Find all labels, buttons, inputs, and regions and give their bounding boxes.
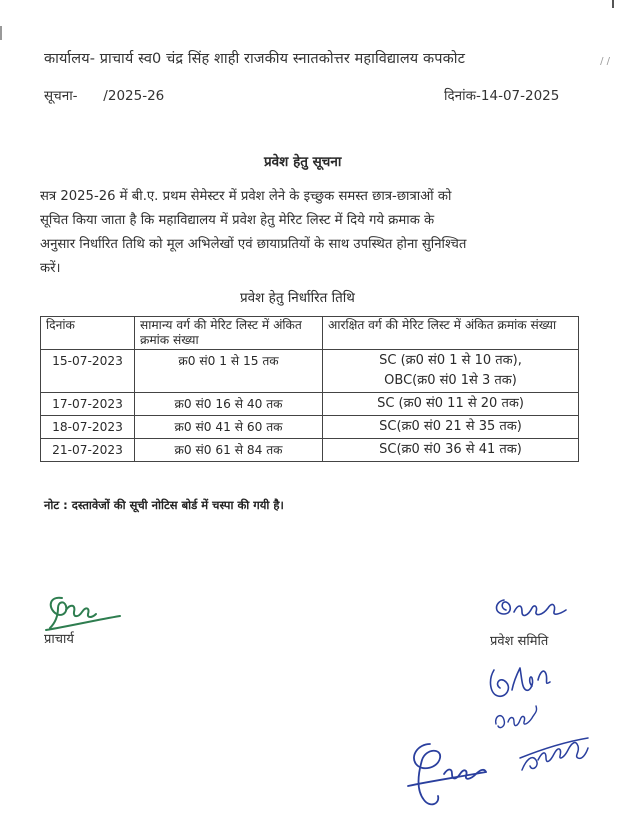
- row-reserved-range: [323, 439, 579, 462]
- table-row: [41, 439, 579, 462]
- row-reserved-range: [323, 393, 579, 416]
- notice-body-line: सूचित किया जाता है कि महाविद्यालय में प्रवेश हेतु मेरिट लिस्ट में दिये गये क्रमाक के: [40, 213, 435, 228]
- principal-label: प्राचार्य: [44, 632, 74, 647]
- scan-corner-tick: / /: [600, 56, 610, 67]
- notice-body-line: सत्र 2025-26 में बी.ए. प्रथम सेमेस्टर में प्रवेश लेने के इच्छुक समस्त छात्र-छात्राओं को: [40, 189, 452, 204]
- table-row: [41, 416, 579, 439]
- committee-signature-2: [478, 660, 563, 705]
- row-general-range: क्र0 सं0 1 से 15 तक: [135, 350, 323, 393]
- scan-corner-mark: [612, 0, 614, 8]
- row-general-range: क्र0 सं0 61 से 84 तक: [135, 439, 323, 462]
- table-row: [41, 350, 579, 393]
- row-date: 21-07-2023: [41, 439, 135, 462]
- reserved-line: SC(क्र0 सं0 36 से 41 तक): [379, 442, 522, 457]
- reserved-line: SC (क्र0 सं0 11 से 20 तक): [377, 396, 524, 411]
- row-general-range: क्र0 सं0 16 से 40 तक: [135, 393, 323, 416]
- reserved-line: SC (क्र0 सं0 1 से 10 तक),: [379, 353, 522, 368]
- schedule-title: प्रवेश हेतु निर्धारित तिथि: [240, 290, 355, 306]
- notice-board-note: नोट : दस्तावेजों की सूची नोटिस बोर्ड में चस्पा की गयी है।: [44, 498, 284, 512]
- reserved-line: OBC(क्र0 सं0 1से 3 तक): [384, 373, 517, 388]
- notice-title: प्रवेश हेतु सूचना: [264, 154, 342, 170]
- scan-edge-mark: [0, 26, 2, 40]
- notice-reference: सूचना- /2025-26: [44, 88, 165, 104]
- notice-body-line: अनुसार निर्धारित तिथि को मूल अभिलेखों एवं छायाप्रतियों के साथ उपस्थित होना सुनिश्चित: [40, 237, 467, 252]
- committee-signature-4: [396, 738, 496, 810]
- reserved-line: SC(क्र0 सं0 21 से 35 तक): [379, 419, 522, 434]
- committee-label: प्रवेश समिति: [490, 634, 549, 649]
- row-reserved-range: [323, 416, 579, 439]
- table-header-row: [41, 317, 579, 350]
- notice-body-line: करें।: [40, 261, 61, 276]
- admission-schedule-table: [40, 316, 579, 462]
- row-date: 17-07-2023: [41, 393, 135, 416]
- notice-date: दिनांक-14-07-2025: [444, 88, 560, 104]
- header-general-category: सामान्य वर्ग की मेरिट लिस्ट में अंकित क्रमांक संख्या: [135, 317, 323, 350]
- row-reserved-range: [323, 350, 579, 393]
- row-date: 18-07-2023: [41, 416, 135, 439]
- row-general-range: क्र0 सं0 41 से 60 तक: [135, 416, 323, 439]
- committee-signature-5: [516, 730, 592, 782]
- office-heading: कार्यालय- प्राचार्य स्व0 चंद्र सिंह शाही राजकीय स्नातकोत्तर महाविद्यालय कपकोट: [44, 51, 465, 67]
- table-row: [41, 393, 579, 416]
- header-date: दिनांक: [41, 317, 135, 350]
- row-date: 15-07-2023: [41, 350, 135, 393]
- committee-signature-1: [490, 592, 570, 626]
- header-reserved-category: आरक्षित वर्ग की मेरिट लिस्ट में अंकित क्रमांक संख्या: [323, 317, 579, 350]
